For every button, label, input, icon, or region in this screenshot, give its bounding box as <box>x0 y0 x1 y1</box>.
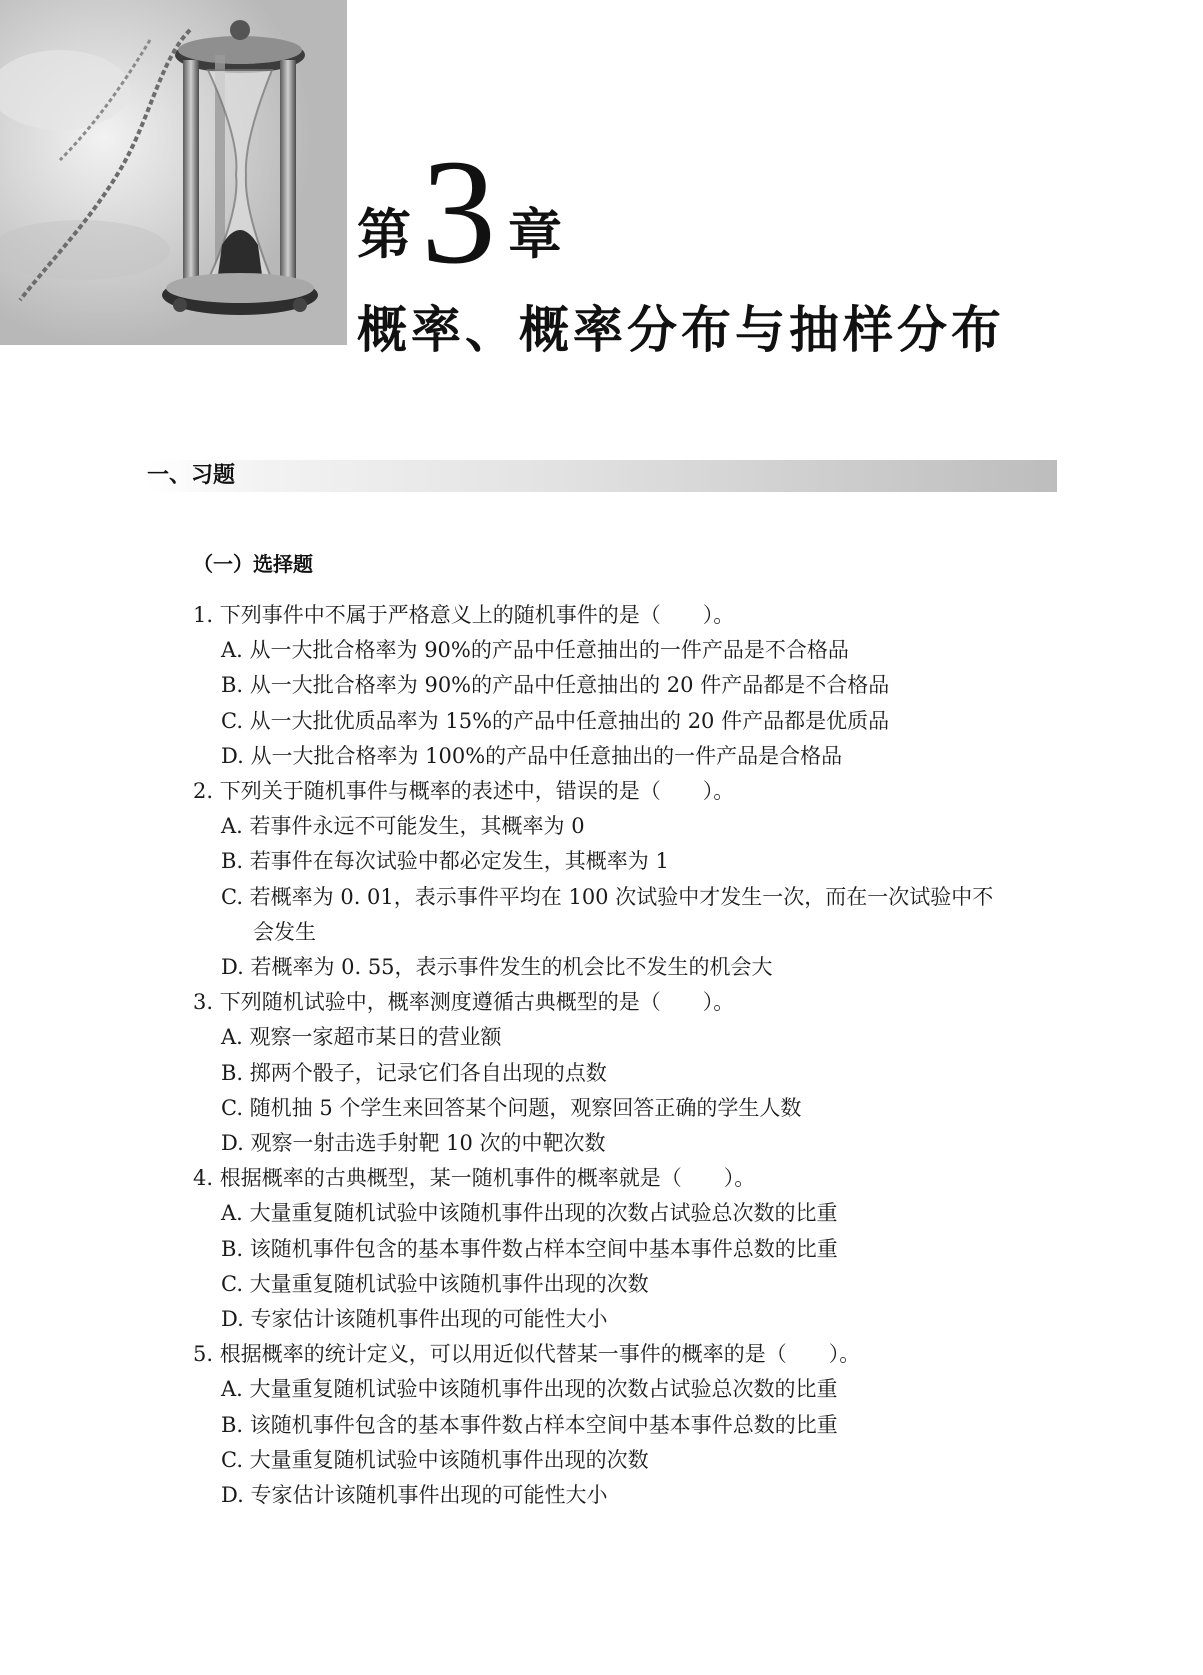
question-option: B. 该随机事件包含的基本事件数占样本空间中基本事件总数的比重 <box>221 1412 838 1437</box>
question-option: A. 从一大批合格率为 90%的产品中任意抽出的一件产品是不合格品 <box>221 638 849 663</box>
section-bar <box>147 460 1057 492</box>
question-stem: 5. 根据概率的统计定义，可以用近似代替某一事件的概率的是（ ）。 <box>193 1342 861 1367</box>
question-option: B. 该随机事件包含的基本事件数占样本空间中基本事件总数的比重 <box>221 1236 838 1261</box>
question-option: D. 专家估计该随机事件出现的可能性大小 <box>221 1307 608 1332</box>
question-option: C. 从一大批优质品率为 15%的产品中任意抽出的 20 件产品都是优质品 <box>221 708 890 733</box>
question-list <box>193 598 1063 1513</box>
question-option: C. 大量重复随机试验中该随机事件出现的次数 <box>221 1447 649 1472</box>
question-stem: 4. 根据概率的古典概型，某一随机事件的概率就是（ ）。 <box>193 1166 756 1191</box>
question-option: B. 从一大批合格率为 90%的产品中任意抽出的 20 件产品都是不合格品 <box>221 673 890 698</box>
question-option: D. 专家估计该随机事件出现的可能性大小 <box>221 1483 608 1508</box>
question-stem: 2. 下列关于随机事件与概率的表述中，错误的是（ ）。 <box>193 779 735 804</box>
chapter-title: 概率、概率分布与抽样分布 <box>357 301 1005 359</box>
question-option: A. 若事件永远不可能发生，其概率为 0 <box>221 814 585 839</box>
chapter-number: 3 <box>421 129 496 295</box>
chapter-photo <box>0 0 347 345</box>
chapter-word-before: 第 <box>357 203 411 266</box>
question-option: D. 若概率为 0. 55，表示事件发生的机会比不发生的机会大 <box>221 955 773 980</box>
question-option: B. 若事件在每次试验中都必定发生，其概率为 1 <box>221 849 669 874</box>
chapter-word-after: 章 <box>508 203 562 266</box>
question-option: C. 随机抽 5 个学生来回答某个问题，观察回答正确的学生人数 <box>221 1095 802 1120</box>
question-option: A. 观察一家超市某日的营业额 <box>221 1025 502 1050</box>
question-stem: 3. 下列随机试验中，概率测度遵循古典概型的是（ ）。 <box>193 990 735 1015</box>
question-option: C. 若概率为 0. 01，表示事件平均在 100 次试验中才发生一次，而在一次试验中不 <box>221 884 994 909</box>
subsection-heading: （一）选择题 <box>193 552 313 576</box>
question-option-continued: 会发生 <box>253 919 316 944</box>
question-option: A. 大量重复随机试验中该随机事件出现的次数占试验总次数的比重 <box>221 1201 838 1226</box>
question-option: A. 大量重复随机试验中该随机事件出现的次数占试验总次数的比重 <box>221 1377 838 1402</box>
hourglass-icon <box>0 0 347 345</box>
section-heading: 一、习题 <box>147 463 236 488</box>
question-option: D. 从一大批合格率为 100%的产品中任意抽出的一件产品是合格品 <box>221 743 843 768</box>
question-option: D. 观察一射击选手射靶 10 次的中靶次数 <box>221 1131 606 1156</box>
chapter-heading <box>357 129 562 295</box>
question-stem: 1. 下列事件中不属于严格意义上的随机事件的是（ ）。 <box>193 603 735 627</box>
question-option: C. 大量重复随机试验中该随机事件出现的次数 <box>221 1271 649 1296</box>
question-option: B. 掷两个骰子，记录它们各自出现的点数 <box>221 1060 607 1085</box>
